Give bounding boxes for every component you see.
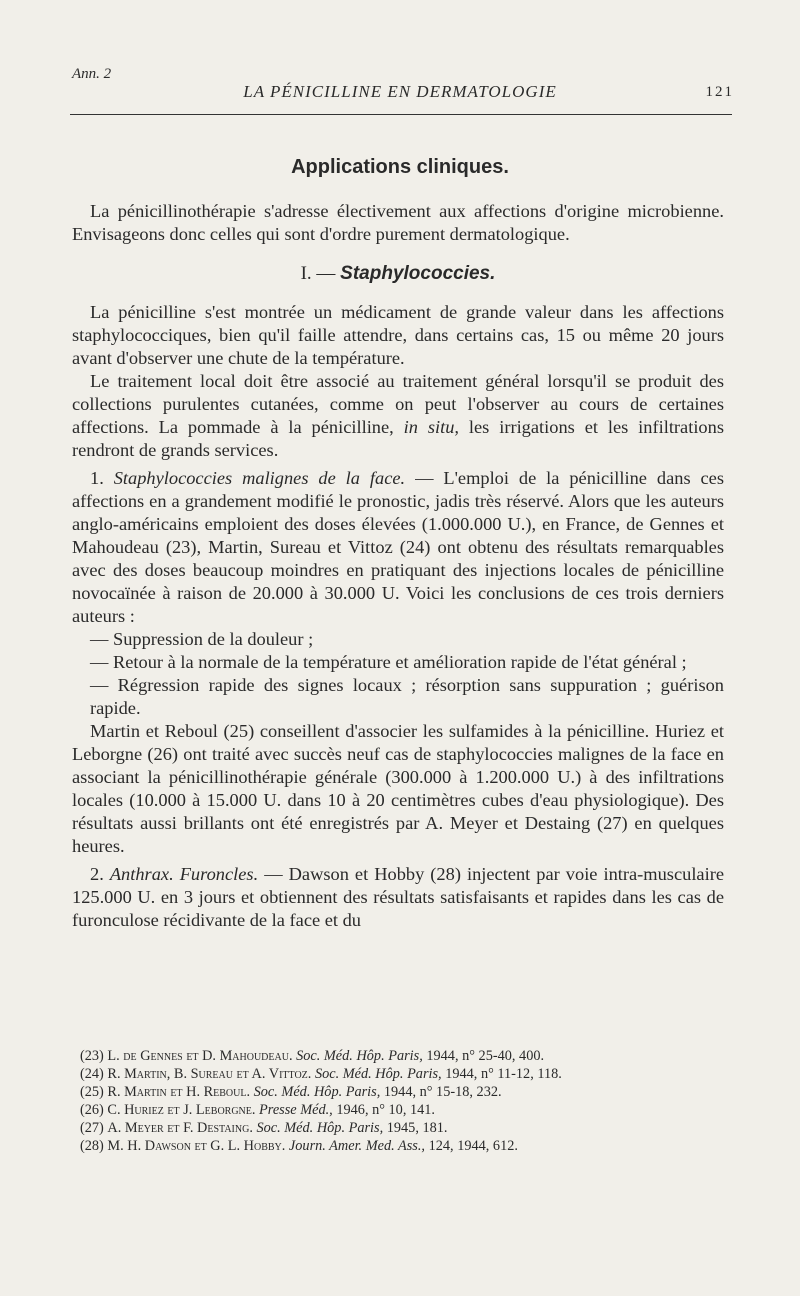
footnote-reference: 1944, n° 11-12, 118.	[445, 1066, 562, 1082]
footnote	[80, 1083, 740, 1101]
paragraph-1: La pénicilline s'est montrée un médicament de grande valeur dans les affections staphylococciques, bien qu'il faille attendre, dans certains cas, 15 ou même 20 jours avant d'observer une chute de la température.	[72, 302, 724, 368]
paragraph-2-end: les irrigations et les infiltrations rendront de grands services.	[72, 417, 724, 460]
footnote-journal: Presse Méd.,	[259, 1102, 333, 1118]
footnote-number: (23)	[80, 1048, 104, 1064]
footnote-reference: 1944, n° 15-18, 232.	[383, 1084, 502, 1100]
footnote	[80, 1047, 740, 1065]
item-2-title: Anthrax. Furoncles.	[109, 864, 259, 884]
footnote	[80, 1119, 740, 1137]
item-1-text: — L'emploi de la pénicilline dans ces affections en a grandement modifié le pronostic, jadis très réservé. Alors que les auteurs anglo-américains emploient des doses élevées (1.000.000 U.), en France, de Gennes et Mahoudeau (23), Martin, Sureau et Vittoz (24) ont obtenu des résultats remarquables avec des doses beaucoup moindres en pratiquant des injections locales de pénicilline novocaïnée à raison de 20.000 à 30.000 U. Voici les conclusions de ces trois derniers auteurs :	[72, 468, 724, 626]
footnote-number: (28)	[80, 1138, 104, 1154]
footnote-authors: M. H. Dawson et G. L. Hobby.	[107, 1138, 286, 1154]
item-2-text: — Dawson et Hobby (28) injectent par voie intra-musculaire 125.000 U. en 3 jours et obtiennent des résultats satisfaisants et rapides dans les cas de furonculose récidivante de la face et du	[72, 864, 724, 930]
section-title: Applications cliniques.	[291, 156, 509, 178]
dash-item-2: — Retour à la normale de la température et amélioration rapide de l'état général ;	[90, 652, 687, 672]
paragraph-2	[72, 370, 724, 462]
footnote-reference: 1944, n° 25-40, 400.	[426, 1048, 545, 1064]
footnote	[80, 1137, 740, 1155]
footnote-authors: R. Martin, B. Sureau et A. Vittoz.	[107, 1066, 312, 1082]
footnote-journal: Journ. Amer. Med. Ass.,	[288, 1138, 426, 1154]
dash-item-1: — Suppression de la douleur ;	[90, 629, 314, 649]
footnote-number: (25)	[80, 1084, 104, 1100]
footnote-authors: L. de Gennes et D. Mahoudeau.	[107, 1048, 293, 1064]
annals-reference: Ann. 2	[72, 66, 112, 82]
footnote-authors: A. Meyer et F. Destaing.	[107, 1120, 253, 1136]
header-rule	[70, 114, 732, 115]
subsection-number: I. —	[300, 263, 336, 284]
footnote-authors: R. Martin et H. Reboul.	[107, 1084, 251, 1100]
footnote-reference: 1945, 181.	[386, 1120, 448, 1136]
footnote-reference: 124, 1944, 612.	[428, 1138, 518, 1154]
page-number: 121	[705, 84, 734, 100]
paragraph-2-emphasis: in situ,	[403, 417, 460, 437]
paragraph-2-start: Le traitement local doit être associé au traitement général lorsqu'il se produit des collections purulentes cutanées, comme on peut l'observer au cours de certaines affections. La pommade à la pénicilline,	[72, 371, 724, 437]
running-title: LA PÉNICILLINE EN DERMATOLOGIE	[243, 82, 557, 101]
subsection-heading	[72, 262, 724, 285]
footnote-journal: Soc. Méd. Hôp. Paris,	[296, 1048, 423, 1064]
footnote	[80, 1101, 740, 1119]
body-text	[72, 200, 724, 932]
item-2-number: 2.	[90, 864, 104, 884]
subsection-title: Staphylococcies.	[340, 263, 496, 284]
dash-item-3: — Régression rapide des signes locaux ; résorption sans suppuration ; guérison rapide.	[90, 675, 724, 718]
footnote-number: (26)	[80, 1102, 104, 1118]
footnote-journal: Soc. Méd. Hôp. Paris,	[253, 1084, 381, 1100]
paragraph-3: Martin et Reboul (25) conseillent d'associer les sulfamides à la pénicilline. Huriez et Leborgne (26) ont traité avec succès neuf cas de staphylococcies malignes de la face en associant la pénicillinothérapie générale (300.000 à 1.200.000 U.) à des infiltrations locales (10.000 à 15.000 U. dans 10 à 20 centimètres cubes d'eau physiologique). Des résultats aussi brillants ont été enregistrés par A. Meyer et Destaing (27) en quelques heures.	[72, 721, 724, 856]
footnote-number: (24)	[80, 1066, 104, 1082]
item-1-number: 1.	[90, 468, 104, 488]
footnote-journal: Soc. Méd. Hôp. Paris,	[314, 1066, 442, 1082]
item-1-title: Staphylococcies malignes de la face.	[113, 468, 406, 488]
footnote-journal: Soc. Méd. Hôp. Paris,	[256, 1120, 384, 1136]
intro-paragraph: La pénicillinothérapie s'adresse électivement aux affections d'origine microbienne. Envisageons donc celles qui sont d'ordre purement dermatologique.	[72, 201, 724, 244]
footnote-reference: 1946, n° 10, 141.	[336, 1102, 435, 1118]
footnote-number: (27)	[80, 1120, 104, 1136]
footnotes	[80, 1047, 740, 1155]
item-1-paragraph	[72, 467, 724, 628]
footnote-authors: C. Huriez et J. Leborgne.	[107, 1102, 256, 1118]
item-2-paragraph	[72, 863, 724, 932]
footnote	[80, 1065, 740, 1083]
